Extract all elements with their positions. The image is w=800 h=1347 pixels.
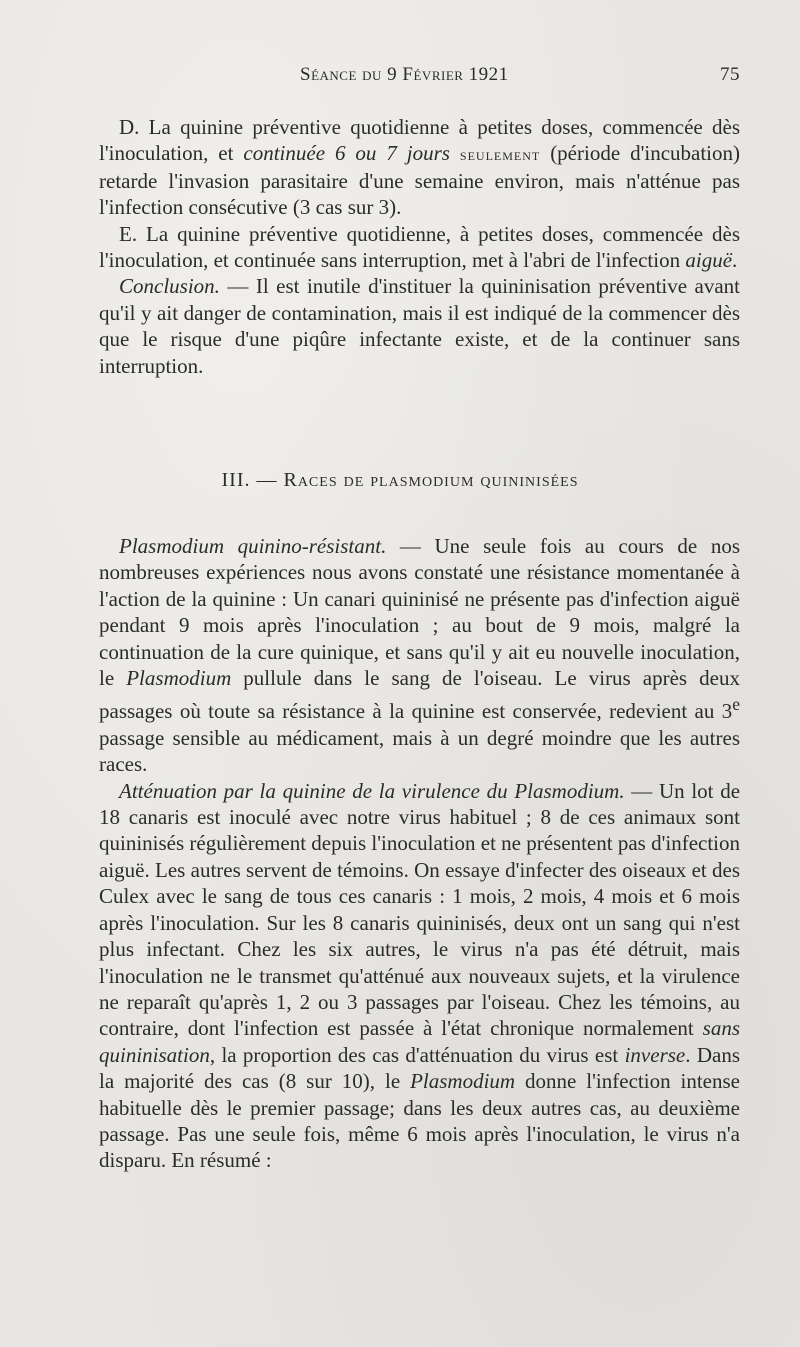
page-number: 75 [720, 64, 740, 85]
paragraph-text: passage sensible au médicament, mais à un degré moindre que les autres races. [99, 725, 740, 777]
paragraph-text: . Dans la majorité des cas (8 sur 10), le [99, 1042, 740, 1094]
paragraph-italic-lead: Atténuation par la quinine de la virulence du Plasmodium. [119, 778, 625, 803]
paragraph-label: E. [119, 221, 138, 246]
paragraph-text: (période d'incubation) retarde l'invasion parasitaire d'une semaine environ, mais n'atténue pas l'infection consécutive (3 cas sur 3). [99, 141, 741, 220]
paragraph-italic: Plasmodium [410, 1069, 516, 1094]
paragraph-italic-lead: Plasmodium quinino-résistant. [119, 534, 387, 558]
paragraph-text: — Il est inutile d'instituer la quininisation préventive avant qu'il y ait danger de contamination, mais il est indiqué de la commencer dès que le risque d'une piqûre infectante existe, et de la continuer sans interruption. [99, 274, 740, 378]
paragraph-italic: Plasmodium [126, 666, 232, 691]
section-title: Races de plasmodium quininisées [283, 469, 579, 491]
paragraph-text: La quinine préventive quotidienne à petites doses, commencée dès l'inoculation, et [99, 115, 740, 166]
paragraph-attenuation [99, 778, 740, 1174]
paragraph-text: pullule dans le sang de l'oiseau. Le virus après deux passages où toute sa résistance à la quinine est conservée, redevient au 3 [99, 666, 740, 724]
paragraph-italic: inverse [624, 1042, 686, 1067]
superscript: e [732, 694, 740, 715]
paragraph-text: donne l'infection intense habituelle dès le premier passage; dans les deux autres cas, au deuxième passage. Pas une seule fois, même 6 mois après l'inoculation, le virus n'a disparu. En résumé : [99, 1069, 741, 1173]
section-heading [0, 469, 800, 492]
paragraph-italic-lead: Conclusion. [119, 274, 220, 299]
paragraph-smallcaps: seulement [459, 144, 541, 165]
paragraph-conclusion [99, 273, 740, 379]
running-title: Séance du 9 Février 1921 [300, 64, 509, 85]
text-block-bottom [99, 533, 740, 1174]
paragraph-text: — Une seule fois au cours de nos nombreuses expériences nous avons constaté une résistance momentanée à l'action de la quinine : Un canari quininisé ne présente pas d'infection aiguë pendant 9 mois après l'inoculation ; au bout de 9 mois, malgré la continuation de la cure quinique, et sans qu'il y ait eu nouvelle inoculation, le [99, 534, 740, 691]
paragraph-italic: sans quininisation [99, 1016, 740, 1067]
paragraph-text: — Un lot de 18 canaris est inoculé avec notre virus habituel ; 8 de ces animaux sont quininisés régulièrement depuis l'inoculation et ne présentent pas d'infection aiguë. Les autres servent de témoins. On essaye d'infecter des oiseaux et des Culex avec le sang de tous ces canaris : 1 mois, 2 mois, 4 mois et 6 mois après l'inoculation. Sur les 8 canaris quininisés, deux ont un sang qui n'est plus infectant. Chez les six autres, le virus n'a pas été détruit, mais l'inoculation ne le transmet qu'atténué aux nouveaux sujets, et la virulence ne reparaît qu'après 1, 2 ou 3 passages par l'oiseau. Chez les témoins, au contraire, dont l'infection est passée à l'état chronique normalement [99, 778, 741, 1041]
paragraph-text: , la proportion des cas d'atténuation du virus est [209, 1042, 625, 1067]
paragraph-italic: aiguë [685, 248, 733, 273]
running-head [0, 64, 800, 94]
paragraph-quinino-resistant [99, 533, 740, 778]
paragraph-text: . [732, 248, 738, 273]
paragraph-text: La quinine préventive quotidienne, à petites doses, commencée dès l'inoculation, et continuée sans interruption, met à l'abri de l'infection [99, 221, 740, 273]
paragraph-e [99, 221, 740, 274]
text-block-top [99, 114, 740, 379]
section-number: III. — [221, 469, 278, 491]
paragraph-italic: continuée 6 ou 7 jours [243, 141, 450, 166]
paragraph-d [99, 114, 740, 221]
paragraph-label: D. [119, 115, 140, 139]
